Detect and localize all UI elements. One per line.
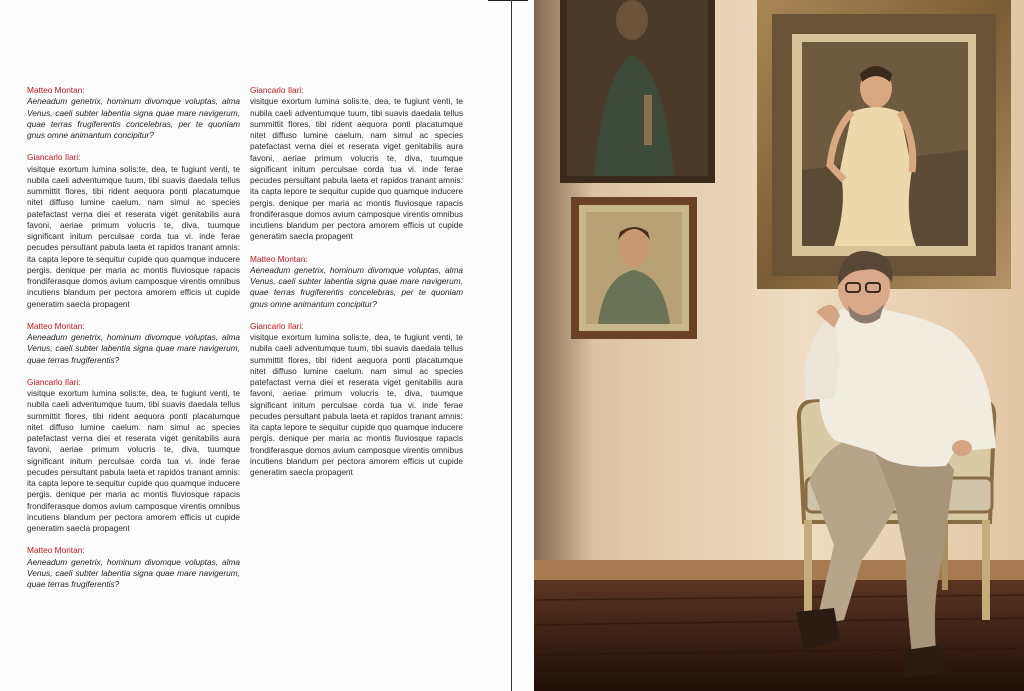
answer-text: visitque exortum lumina solis:te, dea, te fugiunt venti, te nubila caeli adventumque tuum, tibi suavis daedala tellus summittit flores, tibi rident aequora ponti placatumque nitet diffuso lumine caelum. nam simul ac species patefactast verna diei et reserata viget genitabilis aura favoni, aeriae primum volucris te, diva, tuumque significant initum perculsae corda tua vi. inde ferae pecudes persultant pabula laeta et rapidos tranant amnis: ita capta lepore te sequitur cupide quo quamque inducere pergis. denique per maria ac montis fluviosque rapacis frondiferasque domos avium camposque virentis omnibus incutiens blandum per pectora amorem efficis ut cupide generatim saecla propagent	[27, 388, 240, 533]
qa-block	[27, 321, 240, 366]
qa-block	[27, 85, 240, 141]
speaker-name: Matteo Montan:	[27, 320, 85, 331]
qa-block	[250, 85, 463, 243]
question-text: Aeneadum genetrix, hominum divomque voluptas, alma Venus, caeli subter labentia signa quae mare navigerum, quae terras frugiferentis?	[27, 556, 240, 589]
crop-mark	[488, 0, 528, 1]
answer-text: visitque exortum lumina solis:te, dea, te fugiunt venti, te nubila caeli adventumque tuum, tibi suavis daedala tellus summittit flores, tibi rident aequora ponti placatumque nitet diffuso lumine caelum. nam simul ac species patefactast verna diei et reserata viget genitabilis aura favoni, aeriae primum volucris te, diva, tuumque significant initum perculsae corda tua vi. inde ferae pecudes persultant pabula laeta et rapidos tranant amnis: ita capta lepore te sequitur cupide quo quamque inducere pergis. denique per maria ac montis fluviosque rapacis frondiferasque domos avium camposque virentis omnibus incutiens blandum per pectora amorem efficis ut cupide generatim saecla propagent	[27, 163, 240, 309]
question-text: Aeneadum genetrix, hominum divomque voluptas, alma Venus, caeli subter labentia signa quae mare navigerum, quae terras frugiferentis?	[27, 332, 240, 365]
qa-block	[250, 321, 463, 479]
baseboard	[534, 560, 1024, 582]
speaker-name: Matteo Montan:	[27, 85, 85, 95]
speaker-name: Giancarlo Ilari:	[27, 152, 81, 163]
speaker-name: Giancarlo Ilari:	[250, 320, 304, 331]
wooden-floor	[534, 580, 1024, 691]
painting-woman-portrait	[757, 0, 1011, 289]
answer-text: visitque exortum lumina solis:te, dea, te fugiunt venti, te nubila caeli adventumque tuum, tibi suavis daedala tellus summittit flores, tibi rident aequora ponti placatumque nitet diffuso lumine caelum. nam simul ac species patefactast verna diei et reserata viget genitabilis aura favoni, aeriae primum volucris te, diva, tuumque significant initum perculsae corda tua vi. inde ferae pecudes persultant pabula laeta et rapidos tranant amnis: ita capta lepore te sequitur cupide quo quamque inducere pergis. denique per maria ac montis fluviosque rapacis frondiferasque domos avium camposque virentis omnibus incutiens blandum per pectora amorem efficis ut cupide generatim saecla propagent	[250, 96, 463, 242]
portrait-photo	[534, 0, 1024, 691]
question-text: Aeneadum genetrix, hominum divomque voluptas, alma Venus, caeli subter labentia signa quae mare navigerum, quae terras frugiferentis concelebras, per te quoniam gnus omne animantum concipitur?	[250, 264, 463, 309]
qa-block	[250, 254, 463, 310]
qa-block	[27, 152, 240, 310]
page-fold-line	[511, 0, 512, 691]
speaker-name: Matteo Montan:	[250, 253, 308, 264]
qa-block	[27, 545, 240, 590]
text-column-left	[27, 85, 240, 601]
qa-block	[27, 377, 240, 535]
speaker-name: Giancarlo Ilari:	[250, 85, 304, 95]
painting-boy-portrait	[571, 197, 697, 339]
text-column-right	[250, 85, 463, 489]
answer-text: visitque exortum lumina solis:te, dea, te fugiunt venti, te nubila caeli adventumque tuum, tibi suavis daedala tellus summittit flores, tibi rident aequora ponti placatumque nitet diffuso lumine caelum. nam simul ac species patefactast verna diei et reserata viget genitabilis aura favoni, aeriae primum volucris te, diva, tuumque significant initum perculsae corda tua vi. inde ferae pecudes persultant pabula laeta et rapidos tranant amnis: ita capta lepore te sequitur cupide quo quamque inducere pergis. denique per maria ac montis fluviosque rapacis frondiferasque domos avium camposque virentis omnibus incutiens blandum per pectora amorem efficis ut cupide generatim saecla propagent	[250, 332, 463, 477]
painting-self-portrait	[560, 0, 715, 183]
question-text: Aeneadum genetrix, hominum divomque voluptas, alma Venus, caeli subter labentia signa quae mare navigerum, quae terras frugiferentis concelebras, per te quoniam gnus omne animantum concipitur?	[27, 96, 240, 140]
speaker-name: Matteo Montan:	[27, 545, 85, 556]
speaker-name: Giancarlo Ilari:	[27, 376, 81, 387]
